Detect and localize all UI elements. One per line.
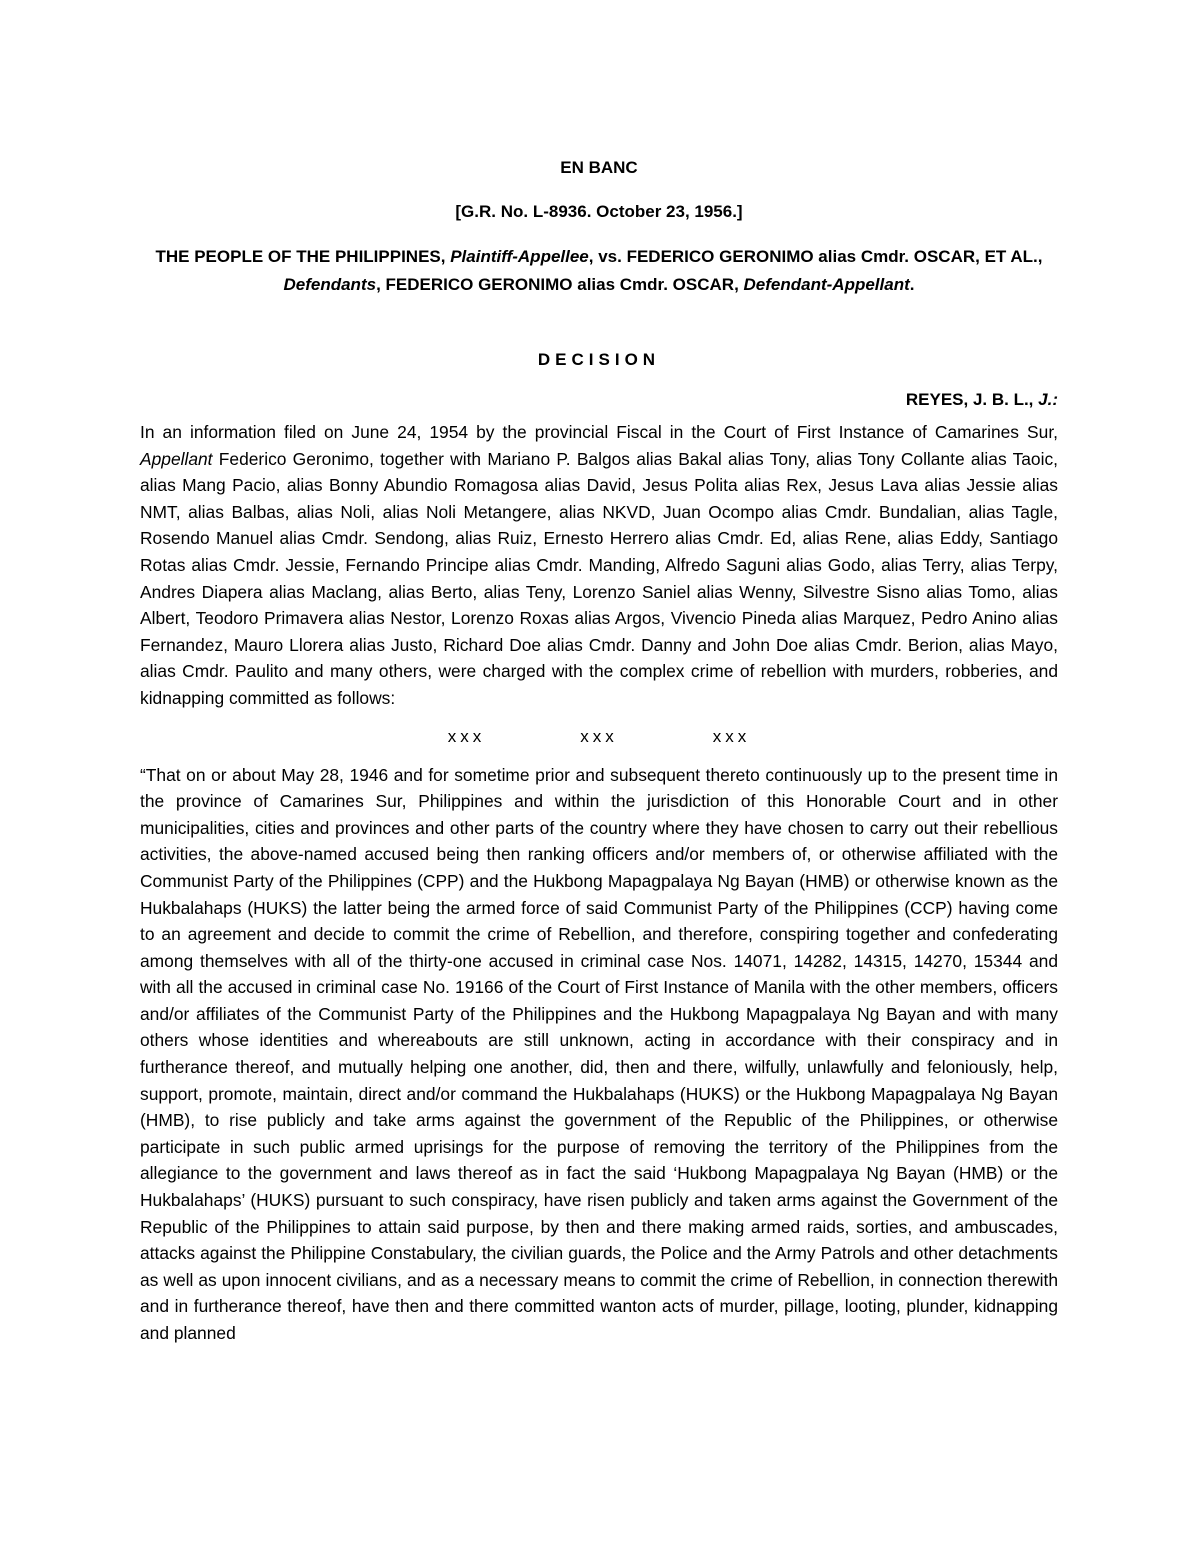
ponente <box>140 387 1058 413</box>
case-number: [G.R. No. L-8936. October 23, 1956.] <box>455 202 743 221</box>
defendant-appellant-name: , FEDERICO GERONIMO alias Cmdr. OSCAR, <box>376 275 739 294</box>
ponente-title: J.: <box>1038 390 1058 409</box>
title-end-period: . <box>909 275 915 294</box>
document-content <box>140 155 1058 1347</box>
omission-mark: xxx <box>447 726 486 746</box>
opening-paragraph <box>140 419 1058 712</box>
court-division: EN BANC <box>560 158 638 177</box>
decision-heading: DECISION <box>537 350 661 369</box>
defendant-appellant-role: Defendant-Appellant <box>743 275 910 294</box>
omission-mark: xxx <box>712 726 751 746</box>
omission-mark: xxx <box>580 726 618 746</box>
quoted-information: “That on or about May 28, 1946 and for sometime prior and subsequent thereto continuously up to the present time in the province of Camarines Sur, Philippines and within the jurisdiction of this Honorable Court and in other municipalities, cities and provinces and other parts of the country where they have chosen to carry out their rebellious activities, the above-named accused being then ranking officers and/or members of, or otherwise affiliated with the Communist Party of the Philippines (CPP) and the Hukbong Mapagpalaya Ng Bayan (HMB) or otherwise known as the Hukbalahaps (HUKS) the latter being the armed force of said Communist Party of the Philippines (CCP) having come to an agreement and decide to commit the crime of Rebellion, and therefore, conspiring together and confederating among themselves with all of the thirty-one accused in criminal case Nos. 14071, 14282, 14315, 14270, 15344 and with all the accused in criminal case No. 19166 of the Court of First Instance of Manila with the other members, officers and/or affiliates of the Communist Party of the Philippines and the Hukbong Mapagpalaya Ng Bayan and with many others whose identities and whereabouts are still unknown, acting in accordance with their conspiracy and in furtherance thereof, and mutually helping one another, did, then and there, wilfully, unlawfully and feloniously, help, support, promote, maintain, direct and/or command the Hukbalahaps (HUKS) or the Hukbong Mapagpalaya Ng Bayan (HMB), to rise publicly and take arms against the government of the Republic of the Philippines, or otherwise participate in such public armed uprisings for the purpose of removing the territory of the Philippines from the allegiance to the government and laws thereof as in fact the said ‘Hukbong Mapagpalaya Ng Bayan (HMB) or the Hukbalahaps’ (HUKS) pursuant to such conspiracy, have risen publicly and taken arms against the Government of the Republic of the Philippines to attain said purpose, by then and there making armed raids, sorties, and ambuscades, attacks against the Philippine Constabulary, the civilian guards, the Police and the Army Patrols and other detachments as well as upon innocent civilians, and as a necessary means to commit the crime of Rebellion, in connection therewith and in furtherance thereof, have then and there committed wanton acts of murder, pillage, looting, plunder, kidnapping and planned <box>140 764 1058 1343</box>
appellant-italic: Appellant <box>140 448 213 469</box>
opening-text-start: In an information filed on June 24, 1954 by the provincial Fiscal in the Court of First Instance of Camarines Sur, <box>140 422 1058 442</box>
versus-defendants: , vs. FEDERICO GERONIMO alias Cmdr. OSCAR, ET AL., <box>588 247 1043 266</box>
plaintiff-name: THE PEOPLE OF THE PHILIPPINES, <box>155 247 446 266</box>
ponente-name: REYES, J. B. L., <box>905 390 1034 409</box>
omission-marks <box>140 724 1058 750</box>
case-title <box>140 243 1058 299</box>
plaintiff-role: Plaintiff-Appellee <box>450 247 589 266</box>
opening-text-rest: Federico Geronimo, together with Mariano P. Balgos alias Bakal alias Tony, alias Tony Collante alias Taoic, alias Mang Pacio, alias Bonny Abundio Romagosa alias David, Jesus Polita alias Rex, Jesus Lava alias Jessie alias NMT, alias Balbas, alias Noli, alias Noli Metangere, alias NKVD, Juan Ocompo alias Cmdr. Bundalian, alias Tagle, Rosendo Manuel alias Cmdr. Sendong, alias Ruiz, Ernesto Herrero alias Cmdr. Ed, alias Rene, alias Eddy, Santiago Rotas alias Cmdr. Jessie, Fernando Principe alias Cmdr. Manding, Alfredo Saguni alias Godo, alias Terry, alias Terpy, Andres Diapera alias Maclang, alias Berto, alias Teny, Lorenzo Saniel alias Wenny, Silvestre Sisno alias Tomo, alias Albert, Teodoro Primavera alias Nestor, Lorenzo Roxas alias Argos, Vivencio Pineda alias Marquez, Pedro Anino alias Fernandez, Mauro Llorera alias Justo, Richard Doe alias Cmdr. Danny and John Doe alias Cmdr. Berion, alias Mayo, alias Cmdr. Paulito and many others, were charged with the complex crime of rebellion with murders, robberies, and kidnapping committed as follows: <box>140 448 1058 708</box>
defendants-role: Defendants <box>283 275 377 294</box>
